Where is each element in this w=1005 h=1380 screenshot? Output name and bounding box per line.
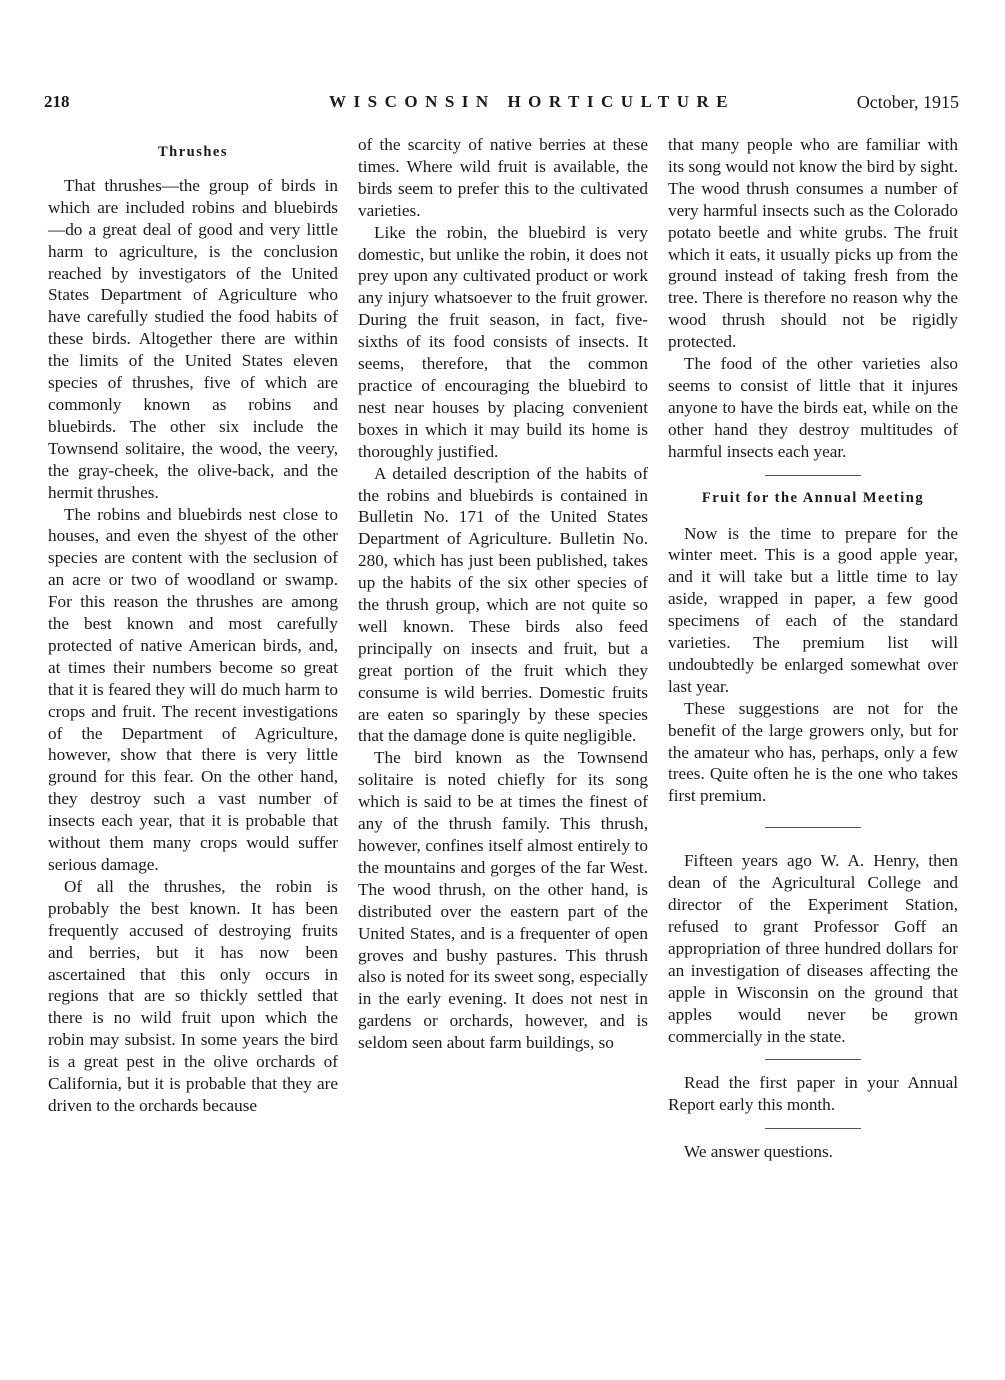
section-divider (765, 1128, 861, 1129)
section-divider (765, 475, 861, 476)
paragraph: Fifteen years ago W. A. Henry, then dean of the Agricultural College and director of the Experiment Station, refused to grant Professor Goff an appropriation of three hundred dollars for an investigation of diseases affecting the apple in Wisconsin on the ground that apples would never be grown commercially in the state. (668, 851, 958, 1046)
section-divider (765, 1059, 861, 1060)
paragraph: That thrushes—the group of birds in which are included robins and bluebirds—do a great deal of good and very little harm to agriculture, is the conclusion reached by investigators of the United States Department of Agriculture who have carefully studied the food habits of these birds. Altogether there are within the limits of the United States eleven species of thrushes, five of which are commonly known as robins and bluebirds. The other six include the Townsend solitaire, the wood, the veery, the gray-cheek, the olive-back, and the hermit thrushes. (48, 175, 338, 502)
column-3 (668, 134, 958, 1163)
article-heading-fruit-annual-meeting: Fruit for the Annual Meeting (701, 489, 925, 506)
column-2 (358, 134, 648, 1054)
paragraph: The food of the other varieties also seems to consist of little that it injures anyone to have the birds eat, while on the other hand they destroy multitudes of harmful insects each year. (668, 354, 958, 461)
paragraph: The robins and bluebirds nest close to houses, and even the shyest of the other species are content with the seclusion of an acre or two of woodland or swamp. For this reason the thrushes are among the best known and most carefully protected of native American birds, and, at times their numbers become so great that it is feared they will do much harm to crops and fruit. The recent investigations of the Department of Agriculture, however, show that there is very little ground for this fear. On the other hand, they destroy such a vast number of insects each year, that it is probable that without them many crops would suffer serious damage. (48, 504, 338, 874)
paragraph-continued: of the scarcity of native berries at these times. Where wild fruit is available, the birds seem to prefer this to the cultivated varieties. (358, 135, 648, 220)
paragraph: Read the first paper in your Annual Report early this month. (668, 1073, 958, 1115)
paragraph: Of all the thrushes, the robin is probably the best known. It has been frequently accused of destroying fruits and berries, but it has now been ascertained that this only occurs in regions that are so thickly settled that there is no wild fruit upon which the robin may subsist. In some years the bird is a great pest in the olive orchards of California, but it is probable that they are driven to the orchards because (48, 876, 338, 1115)
column-1 (48, 134, 338, 1117)
article-heading-thrushes: Thrushes (157, 144, 229, 160)
issue-date: October, 1915 (856, 92, 959, 112)
paragraph: Now is the time to prepare for the winter meet. This is a good apple year, and it will take but a little time to lay aside, wrapped in paper, a few good specimens of each of the standard varieties. The premium list will undoubtedly be enlarged somewhat over last year. (668, 523, 958, 696)
paragraph: Like the robin, the bluebird is very domestic, but unlike the robin, it does not prey upon any cultivated product or work any injury whatsoever to the fruit grower. During the fruit season, in fact, five-sixths of its food consists of insects. It seems, therefore, that the common practice of encouraging the bluebird to nest near houses by placing convenient boxes in which it may build its home is thoroughly justified. (358, 222, 648, 461)
page-header (44, 92, 959, 118)
paragraph: A detailed description of the habits of the robins and bluebirds is contained in Bulletin No. 171 of the United States Department of Agriculture. Bulletin No. 280, which has just been published, takes up the habits of the six other species of the thrush group, which are not quite so well known. These birds also feed principally on insects and fruit, but a great portion of the fruit which they consume is wild berries. Domestic fruits are eaten so sparingly by these species that the damage done is quite negligible. (358, 463, 648, 746)
section-divider (765, 827, 861, 828)
paragraph-continued: that many people who are familiar with its song would not know the bird by sight. The wood thrush consumes a number of very harmful insects such as the Colorado potato beetle and white grubs. The fruit which it eats, it usually picks up from the ground instead of taking fresh from the tree. There is therefore no reason why the wood thrush should not be rigidly protected. (668, 135, 958, 352)
paragraph: These suggestions are not for the benefit of the large growers only, but for the amateur who has, perhaps, only a few trees. Quite often he is the one who takes first premium. (668, 698, 958, 806)
publication-title: WISCONSIN HORTICULTURE (329, 92, 736, 111)
page-number: 218 (44, 92, 70, 111)
paragraph: The bird known as the Townsend solitaire is noted chiefly for its song which is said to be at times the finest of any of the thrush family. This thrush, however, confines itself almost entirely to the mountains and gorges of the far West. The wood thrush, on the other hand, is distributed over the eastern part of the United States, and is a frequenter of open groves and bushy pastures. This thrush also is noted for its sweet song, especially in the early evening. It does not nest in gardens or orchards, however, and is seldom seen about farm buildings, so (358, 748, 648, 1053)
paragraph: We answer questions. (684, 1142, 833, 1162)
